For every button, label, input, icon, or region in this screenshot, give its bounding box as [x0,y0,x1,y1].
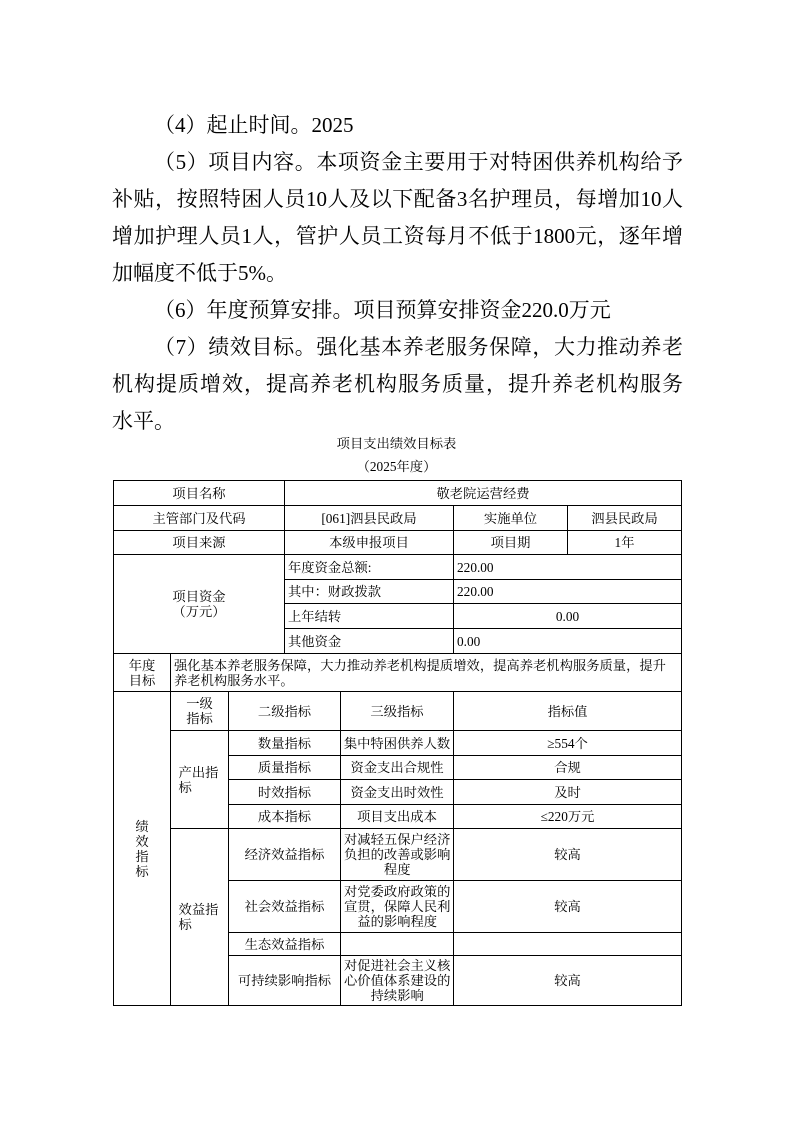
level2-indicator: 数量指标 [229,731,341,756]
annual-goal-label-text: 年度目标 [128,657,156,688]
funds-row-label: 其中：财政拨款 [285,580,454,604]
funds-row-label: 上年结转 [285,604,454,629]
output-indicators-label [171,731,229,829]
benefit-indicators-label-text: 效益指标 [178,902,219,932]
level3-indicator: 集中特困供养人数 [341,731,454,756]
header-level1 [171,692,229,731]
table-row [114,692,682,731]
funds-row-value: 0.00 [454,629,682,654]
level3-indicator [341,881,454,933]
project-period-value: 1年 [568,531,682,555]
level2-indicator: 生态效益指标 [229,933,341,956]
performance-target-table [113,480,682,1006]
implementing-unit-label: 实施单位 [454,506,568,531]
table-row [114,531,682,555]
table-subtitle: （2025年度） [356,459,437,474]
level2-indicator: 成本指标 [229,805,341,829]
funds-row-label: 年度资金总额: [285,555,454,580]
header-level2: 二级指标 [229,692,341,731]
header-level3: 三级指标 [341,692,454,731]
indicator-value: 较高 [454,881,682,933]
level2-indicator: 社会效益指标 [229,881,341,933]
paragraph-5-line-3: 增加护理人员1人，管护人员工资每月不低于1800元，逐年增 [112,224,683,248]
project-period-label: 项目期 [454,531,568,555]
paragraph-7-line-1: （7）绩效目标。强化基本养老服务保障，大力推动养老 [154,335,683,359]
level3-indicator [341,956,454,1006]
project-funds-label [114,555,285,654]
output-indicators-label-text: 产出指标 [178,764,219,795]
department-value: [061]泗县民政局 [285,506,454,531]
annual-goal-text-content: 强化基本养老服务保障，大力推动养老机构提质增效，提高养老机构服务质量，提升养老机构服务水平。 [174,657,666,688]
level3-indicator: 资金支出时效性 [341,780,454,805]
project-source-value: 本级申报项目 [285,531,454,555]
paragraph-6-line-1: （6）年度预算安排。项目预算安排资金220.0万元 [154,298,611,322]
level3-indicator-text: 对减轻五保户经济负担的改善或影响程度 [344,832,451,877]
indicator-value [454,933,682,956]
funds-row-label: 其他资金 [285,629,454,654]
project-source-label: 项目来源 [114,531,285,555]
level3-indicator [341,933,454,956]
table-row [114,506,682,531]
level3-indicator [341,829,454,881]
indicator-value: ≤220万元 [454,805,682,829]
indicator-value: 较高 [454,829,682,881]
level3-indicator: 项目支出成本 [341,805,454,829]
department-label: 主管部门及代码 [114,506,285,531]
paragraph-7-line-2: 机构提质增效，提高养老机构服务质量，提升养老机构服务 [112,372,683,396]
level2-indicator: 可持续影响指标 [229,956,341,1006]
table-row [114,555,682,580]
level2-indicator: 质量指标 [229,756,341,780]
header-level1-text: 一级指标 [186,696,213,726]
table-container [113,480,681,1006]
level3-indicator: 资金支出合规性 [341,756,454,780]
benefit-indicators-label [171,829,229,1006]
indicator-value: 合规 [454,756,682,780]
level2-indicator: 时效指标 [229,780,341,805]
indicator-value: 较高 [454,956,682,1006]
annual-goal-label [114,654,171,692]
paragraph-7-line-3: 水平。 [112,409,175,433]
project-name-label: 项目名称 [114,481,285,506]
paragraph-5-line-2: 补贴，按照特困人员10人及以下配备3名护理员，每增加10人 [112,187,683,211]
funds-row-value: 220.00 [454,555,682,580]
header-value: 指标值 [454,692,682,731]
project-name-value: 敬老院运营经费 [285,481,682,506]
body-text [112,107,683,440]
table-row [114,731,682,756]
performance-indicators-label [114,692,171,1006]
implementing-unit-value: 泗县民政局 [568,506,682,531]
level3-indicator-text: 对促进社会主义核心价值体系建设的持续影响 [344,958,451,1003]
level3-indicator-text: 对党委政府政策的宣贯，保障人民利益的影响程度 [344,884,451,929]
funds-row-value: 0.00 [454,604,682,629]
level2-indicator: 经济效益指标 [229,829,341,881]
indicator-value: ≥554个 [454,731,682,756]
table-row [114,654,682,692]
performance-indicators-label-text: 绩效指标 [135,818,149,879]
table-title: 项目支出绩效目标表 [336,436,457,451]
table-row [114,829,682,881]
project-funds-label-text: 项目资金（万元） [172,589,226,619]
table-row [114,481,682,506]
indicator-value: 及时 [454,780,682,805]
annual-goal-text [171,654,682,692]
funds-row-value: 220.00 [454,580,682,604]
paragraph-5-line-1: （5）项目内容。本项资金主要用于对特困供养机构给予 [154,150,683,174]
paragraph-5-line-4: 加幅度不低于5%。 [112,261,287,285]
paragraph-4-line-1: （4）起止时间。2025 [154,113,354,137]
